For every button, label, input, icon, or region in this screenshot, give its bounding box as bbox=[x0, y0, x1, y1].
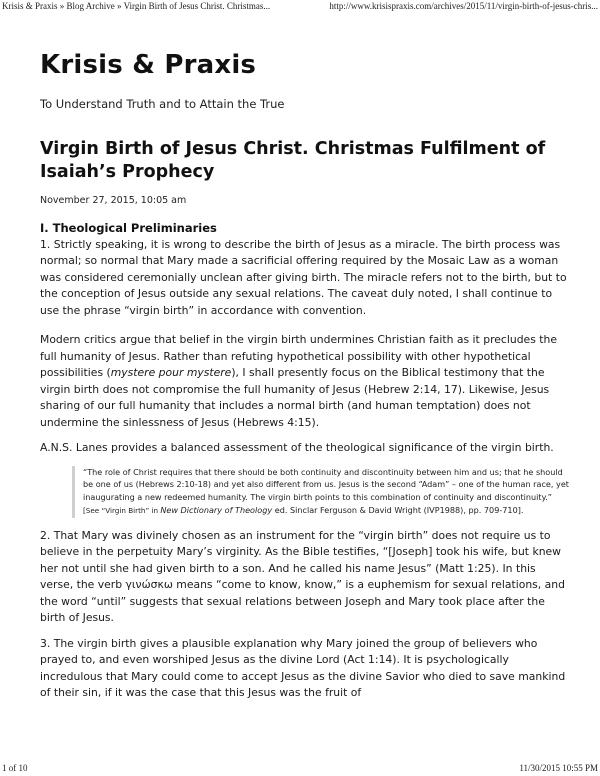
post-title[interactable]: Virgin Birth of Jesus Christ. Christmas Fulfilment of Isaiah’s Prophecy bbox=[40, 139, 546, 182]
paragraph-2-text-b: ), I shall presently focus on the Biblical testimony that the virgin birth does not compromise the full humanity of Jesus (Hebrew 2:14, 17). Likewise, Jesus sharing of our full humanity that includes a normal birth (and human temptation) does not undermine the sinlessness of Jesus (Hebrews 4:15). bbox=[40, 366, 550, 429]
section-heading: I. Theological Preliminaries bbox=[40, 221, 217, 235]
paragraph-2-text-a: Modern critics argue that belief in the virgin birth undermines Christian faith as it precludes the full humanity of Jesus. Rather than refuting hypothetical possibility with other hypothetical possibilities ( bbox=[40, 333, 557, 379]
print-page-number: 1 of 10 bbox=[2, 763, 28, 773]
quote-see-suffix: ed. Sinclar Ferguson & David Wright (IVP1988), pp. 709-710]. bbox=[272, 505, 524, 515]
quote-source-title: New Dictionary of Theology bbox=[160, 505, 273, 515]
paragraph-3: A.N.S. Lanes provides a balanced assessment of the theological significance of the virgin birth. bbox=[40, 441, 554, 454]
pdf-print-footer bbox=[2, 763, 598, 773]
paragraph-5: 3. The virgin birth gives a plausible explanation why Mary joined the group of believers who prayed to, and even worshiped Jesus as the divine Lord (Act 1:14). It is psychologically incredulous that Mary could come to accept Jesus as the divine Savior who died to save mankind of their sin, if it was the case that this Jesus was the fruit of bbox=[40, 636, 566, 699]
block-quote bbox=[72, 466, 570, 518]
post-content bbox=[40, 220, 570, 711]
pdf-print-header bbox=[2, 1, 598, 11]
print-header-title: Krisis & Praxis » Blog Archive » Virgin Birth of Jesus Christ. Christmas... bbox=[2, 1, 271, 11]
paragraph-1: 1. Strictly speaking, it is wrong to describe the birth of Jesus as a miracle. The birth process was normal; so normal that Mary made a sacrificial offering required by the Mosaic Law as a woman was considered ceremonially unclean after giving birth. The miracle refers not to the birth, but to the conception of Jesus outside any sexual relations. The caveat duly noted, I shall continue to use the phrase “virgin birth” in accordance with convention. bbox=[40, 237, 567, 317]
post-date: November 27, 2015, 10:05 am bbox=[40, 195, 187, 206]
print-header-url: http://www.krisispraxis.com/archives/2015/11/virgin-birth-of-jesus-chris... bbox=[329, 1, 598, 11]
paragraph-4: 2. That Mary was divinely chosen as an instrument for the “virgin birth” does not require us to believe in the perpetuity Mary’s virginity. As the Bible testifies, “[Joseph] took his wife, but knew her not until she had given birth to a son. And he called his name Jesus” (Matt 1:25). In this verse, the verb γινώσκω means “come to know, know,” is a euphemism for sexual relations, and the word “until” suggests that sexual relations between Joseph and Mary took place after the birth of Jesus. bbox=[40, 528, 565, 624]
quote-see-prefix: [See “Virgin Birth” in bbox=[83, 506, 161, 515]
paragraph-2-italic: mystere pour mystere bbox=[110, 366, 232, 379]
quote-text: “The role of Christ requires that there should be both continuity and discontinuity between him and us; that he should be one of us (Hebrews 2:10-18) and yet also different from us. Jesus is the second “Adam” – one of the human race, yet inaugurating a new redeemed humanity. The virgin birth points to this combination of continuity and discontinuity.” bbox=[83, 466, 569, 502]
paragraph-2 bbox=[40, 332, 570, 431]
print-timestamp: 11/30/2015 10:55 PM bbox=[519, 763, 598, 773]
site-title[interactable]: Krisis & Praxis bbox=[40, 50, 257, 80]
site-tagline: To Understand Truth and to Attain the True bbox=[40, 97, 285, 111]
